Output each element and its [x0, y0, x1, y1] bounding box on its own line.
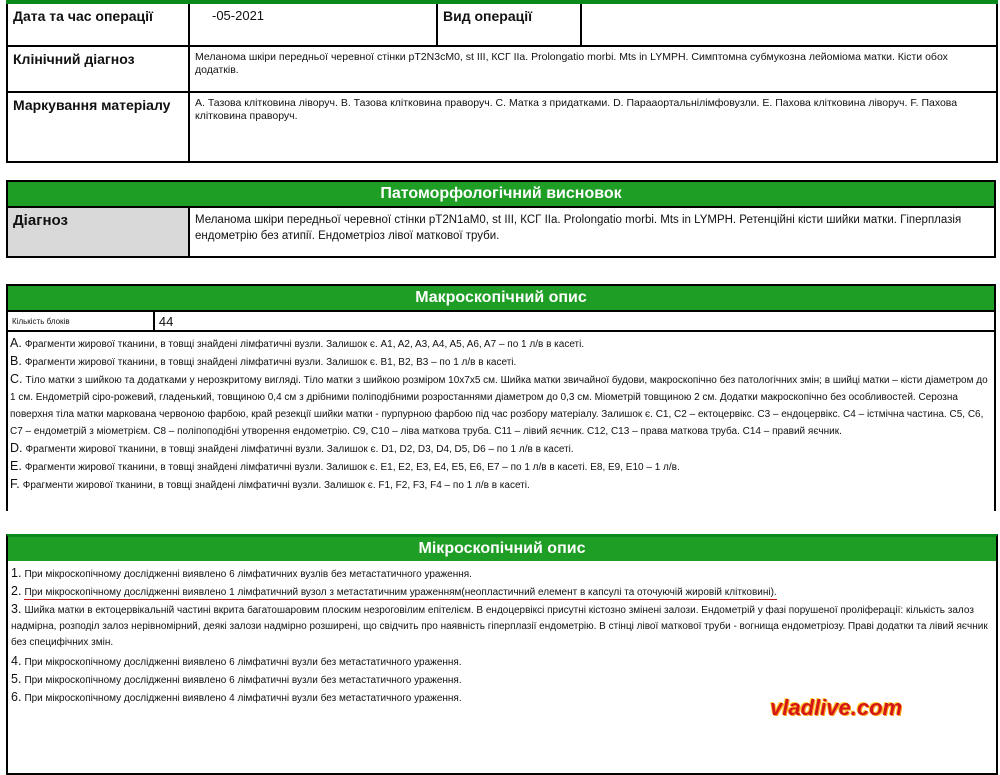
- operation-type-label: Вид операції: [437, 2, 581, 46]
- macro-item-e: [10, 458, 992, 476]
- item-text: При мікроскопічному дослідженні виявлено 1 лімфатичний вузол з метастатичним ураженням(неопластичний елемент в капсулі та оточуючій жировій клітковині).: [24, 587, 777, 598]
- microscopic-description: [6, 534, 998, 775]
- clinical-diagnosis-label: Клінічний діагноз: [7, 46, 189, 92]
- macro-item-b: [10, 353, 992, 371]
- item-text: Фрагменти жирової тканини, в товщі знайдені лімфатичні вузли. Залишок є. F1, F2, F3, F4 – по 1 л/в в касеті.: [22, 480, 530, 491]
- item-text: При мікроскопічному дослідженні виявлено 6 лімфатичних вузлів без метастатичного ураження.: [24, 569, 472, 580]
- macroscopic-description: [6, 284, 996, 511]
- macro-item-f: [10, 476, 992, 494]
- operation-date-label: Дата та час операції: [7, 2, 189, 46]
- item-text: При мікроскопічному дослідженні виявлено 6 лімфатичні вузли без метастатичного ураження.: [24, 657, 462, 668]
- item-number: 4.: [11, 654, 22, 668]
- operation-type-value: [581, 2, 997, 46]
- micro-item-2: [11, 583, 993, 601]
- item-letter: D.: [10, 441, 23, 455]
- macro-item-c: [10, 371, 992, 440]
- item-text: Фрагменти жирової тканини, в товщі знайдені лімфатичні вузли. Залишок є. D1, D2, D3, D4, D5, D6 – по 1 л/в в касеті.: [25, 444, 574, 455]
- item-text: Фрагменти жирової тканини, в товщі знайдені лімфатичні вузли. Залишок є. B1, B2, B3 – по 1 л/в в касеті.: [24, 357, 517, 368]
- pathomorphological-conclusion: [6, 180, 996, 258]
- item-number: 3.: [11, 602, 22, 616]
- blocks-count-value: 44: [158, 314, 174, 329]
- material-marking-label: Маркування матеріалу: [7, 92, 189, 162]
- item-number: 5.: [11, 672, 22, 686]
- diagnosis-row: [8, 206, 994, 256]
- blocks-count-label: Кількість блоків: [8, 312, 155, 330]
- item-text: Тіло матки з шийкою та додатками у нерозкритому вигляді. Тіло матки з шийкою розміром 10х7х5 см. Шийка матки звичайної будови, макроскопічно без патологічних змін; в шийці матки – кісти діаметром до 1 см. Ендометрій сіро-рожевий, гладенький, товщиною 0,4 см з дрібними поліподібними розростаннями діаметром до 0,3 см. Міометрій товщиною 2 см. Додатки макроскопічно без особливостей. Серозна поверхня тіла матки маркована червоною фарбою, край резекції шийки матки - пурпурною фарбою під час розбору матеріалу. Залишок є. C1, C2 – ектоцервікс. C3 – ендоцервікс. C4 – істмічна частина. C5, C6, C7 – ендометрій з міометрієм. C8 – поліпоподібні утворення ендометрію. C9, C10 – ліва маткова труба. C11 – лівий яєчник. C12, C13 – права маткова труба. C14 – правий яєчник.: [10, 375, 988, 437]
- micro-item-5: [11, 671, 993, 689]
- clinical-diagnosis-value: Меланома шкіри передньої черевної стінки pT2N3cM0, st III, КСГ IIa. Prolongatio morbi. Mts in LYMPH. Симптомна субмукозна лейоміома матки. Кісти обох додатків.: [189, 46, 997, 92]
- item-letter: F.: [10, 477, 20, 491]
- micro-item-3: [11, 601, 993, 651]
- macro-item-a: [10, 335, 992, 353]
- item-number: 6.: [11, 690, 22, 704]
- item-number: 1.: [11, 566, 22, 580]
- diagnosis-label: Діагноз: [8, 208, 190, 256]
- item-text: При мікроскопічному дослідженні виявлено 6 лімфатичні вузли без метастатичного ураження.: [24, 675, 462, 686]
- operation-info-table: [6, 0, 998, 163]
- item-letter: E.: [10, 459, 22, 473]
- item-letter: A.: [10, 336, 22, 350]
- micro-item-4: [11, 653, 993, 671]
- item-number: 2.: [11, 584, 22, 598]
- operation-date-value: -05-2021: [189, 2, 437, 46]
- item-text: Шийка матки в ектоцервікальній частині вкрита багатошаровим плоским незроговілим епітелієм. В ендоцервіксі присутні кістозно змінені залози. Ендометрій у фазі порушеної проліферації: кількість залоз надмірна, розподіл залоз нерівномірний, деякі залози надмірно розширені, що свідчить про наявність гіперплазії ендометрію. В стінці лівої маткової труби - вогнища ендометріозу. Праві додатки та лівий яєчник без специфічних змін.: [11, 605, 988, 648]
- item-text: Фрагменти жирової тканини, в товщі знайдені лімфатичні вузли. Залишок є. A1, A2, A3, A4, A5, A6, A7 – по 1 л/в в касеті.: [24, 339, 585, 350]
- diagnosis-value: Меланома шкіри передньої черевної стінки pT2N1aM0, st III, КСГ IIa. Prolongatio morbi. Mts in LYMPH. Ретенційні кісти шийки матки. Гіперплазія ендометрію без атипії. Ендометріоз лівої маткової труби.: [195, 214, 962, 242]
- micro-item-1: [11, 565, 993, 583]
- macro-header: Макроскопічний опис: [8, 286, 994, 310]
- item-text: При мікроскопічному дослідженні виявлено 4 лімфатичні вузли без метастатичного ураження.: [24, 693, 462, 704]
- item-text: Фрагменти жирової тканини, в товщі знайдені лімфатичні вузли. Залишок є. E1, E2, E3, E4, E5, E6, E7 – по 1 л/в в касеті. E8, E9, E10 – 1 л/в.: [24, 462, 680, 473]
- material-marking-value: A. Тазова клітковина ліворуч. B. Тазова клітковина праворуч. C. Матка з придатками. D. Парааортальнілімфовузли. E. Пахова клітковина ліворуч. F. Пахова клітковина праворуч.: [189, 92, 997, 162]
- item-letter: B.: [10, 354, 22, 368]
- site-watermark: vladlive.com: [770, 695, 903, 720]
- micro-items: [8, 561, 996, 711]
- micro-header: Мікроскопічний опис: [8, 537, 996, 561]
- macro-items: [8, 332, 994, 497]
- item-letter: C.: [10, 372, 23, 386]
- macro-item-d: [10, 440, 992, 458]
- conclusion-header: Патоморфологічний висновок: [8, 182, 994, 206]
- blocks-count-row: [8, 310, 994, 332]
